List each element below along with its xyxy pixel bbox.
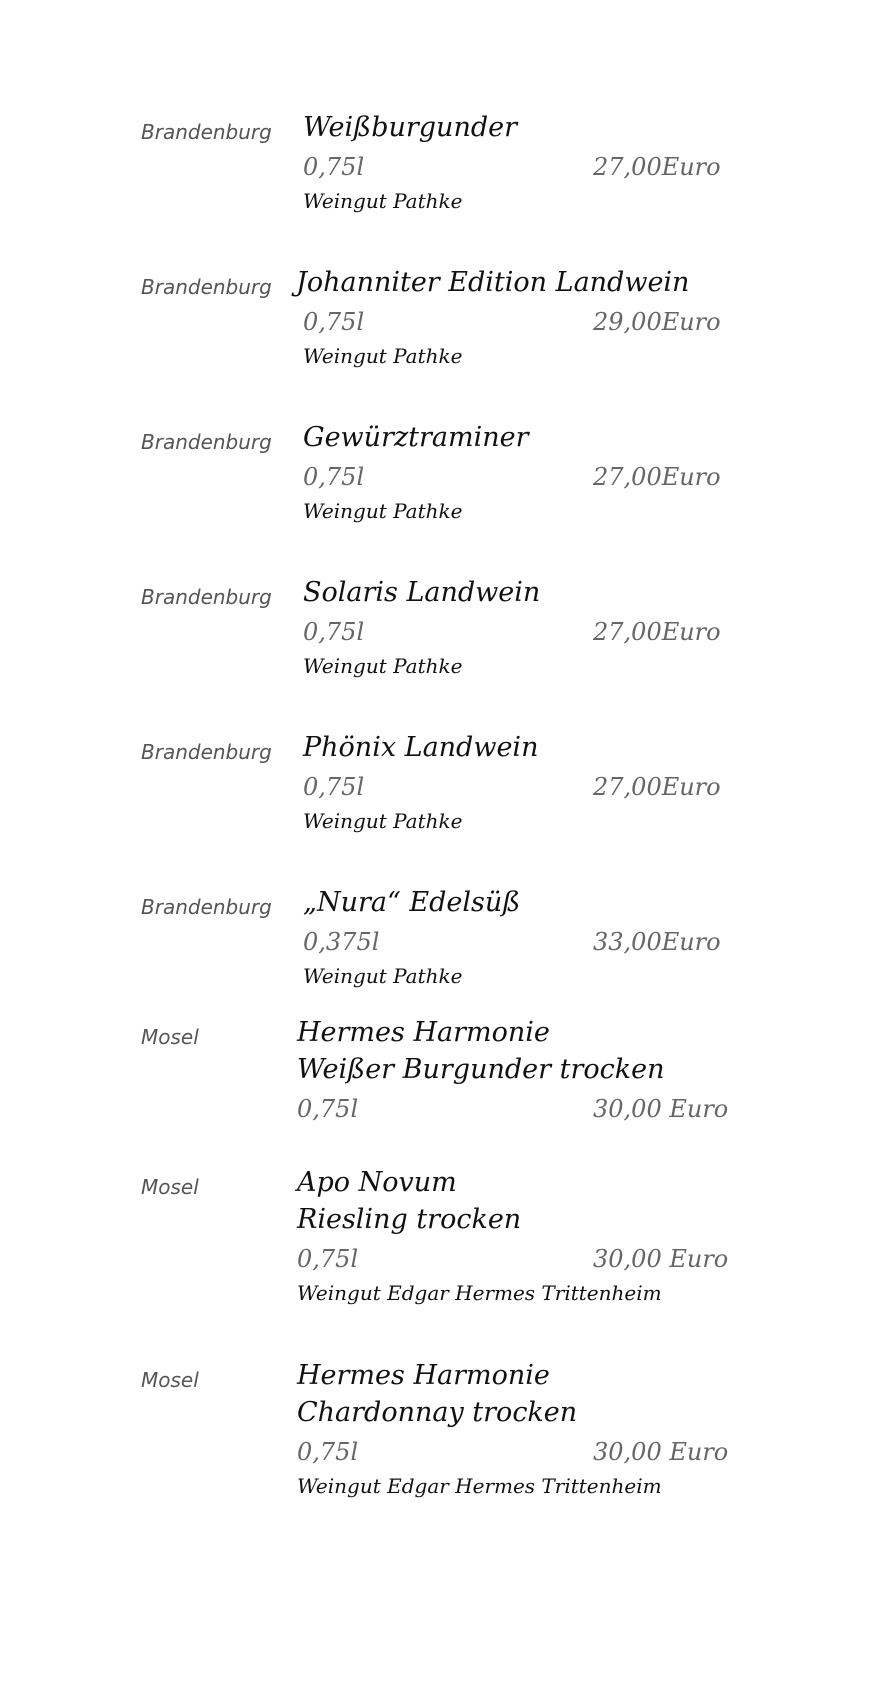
winery: Weingut Pathke [303,809,463,833]
wine-size: 0,75l [303,308,365,336]
wine-price: 29,00Euro [593,308,721,336]
wine-name: Johanniter Edition Landwein [296,267,690,298]
winery: Weingut Edgar Hermes Trittenheim [297,1474,662,1498]
wine-price: 27,00Euro [593,463,721,491]
wine-name: Hermes Harmonie [297,1360,550,1391]
wine-price: 27,00Euro [593,773,721,801]
wine-region: Brandenburg [141,275,272,299]
wine-name: „Nura“ Edelsüß [303,887,521,918]
wine-subname: Chardonnay trocken [297,1397,578,1428]
wine-region: Brandenburg [141,430,272,454]
wine-region: Brandenburg [141,740,272,764]
wine-region: Brandenburg [141,895,272,919]
wine-name: Weißburgunder [303,112,518,143]
wine-region: Mosel [141,1368,199,1392]
wine-name: Apo Novum [297,1167,457,1198]
wine-size: 0,75l [297,1438,359,1466]
wine-size: 0,75l [303,773,365,801]
wine-size: 0,75l [303,618,365,646]
wine-price: 30,00 Euro [593,1438,729,1466]
wine-name: Hermes Harmonie [297,1017,550,1048]
winery: Weingut Edgar Hermes Trittenheim [297,1281,662,1305]
winery: Weingut Pathke [303,654,463,678]
wine-name: Phönix Landwein [303,732,539,763]
wine-size: 0,75l [303,153,365,181]
winery: Weingut Pathke [303,964,463,988]
winery: Weingut Pathke [303,499,463,523]
wine-subname: Weißer Burgunder trocken [297,1054,665,1085]
wine-size: 0,75l [297,1095,359,1123]
wine-price: 33,00Euro [593,928,721,956]
wine-name: Solaris Landwein [303,577,541,608]
winery: Weingut Pathke [303,189,463,213]
wine-region: Brandenburg [141,585,272,609]
wine-size: 0,375l [303,928,380,956]
wine-size: 0,75l [303,463,365,491]
wine-region: Brandenburg [141,120,272,144]
winery: Weingut Pathke [303,344,463,368]
wine-name: Gewürztraminer [303,422,529,453]
wine-region: Mosel [141,1175,199,1199]
wine-price: 27,00Euro [593,153,721,181]
wine-price: 27,00Euro [593,618,721,646]
wine-price: 30,00 Euro [593,1245,729,1273]
wine-subname: Riesling trocken [297,1204,522,1235]
wine-size: 0,75l [297,1245,359,1273]
wine-price: 30,00 Euro [593,1095,729,1123]
wine-region: Mosel [141,1025,199,1049]
